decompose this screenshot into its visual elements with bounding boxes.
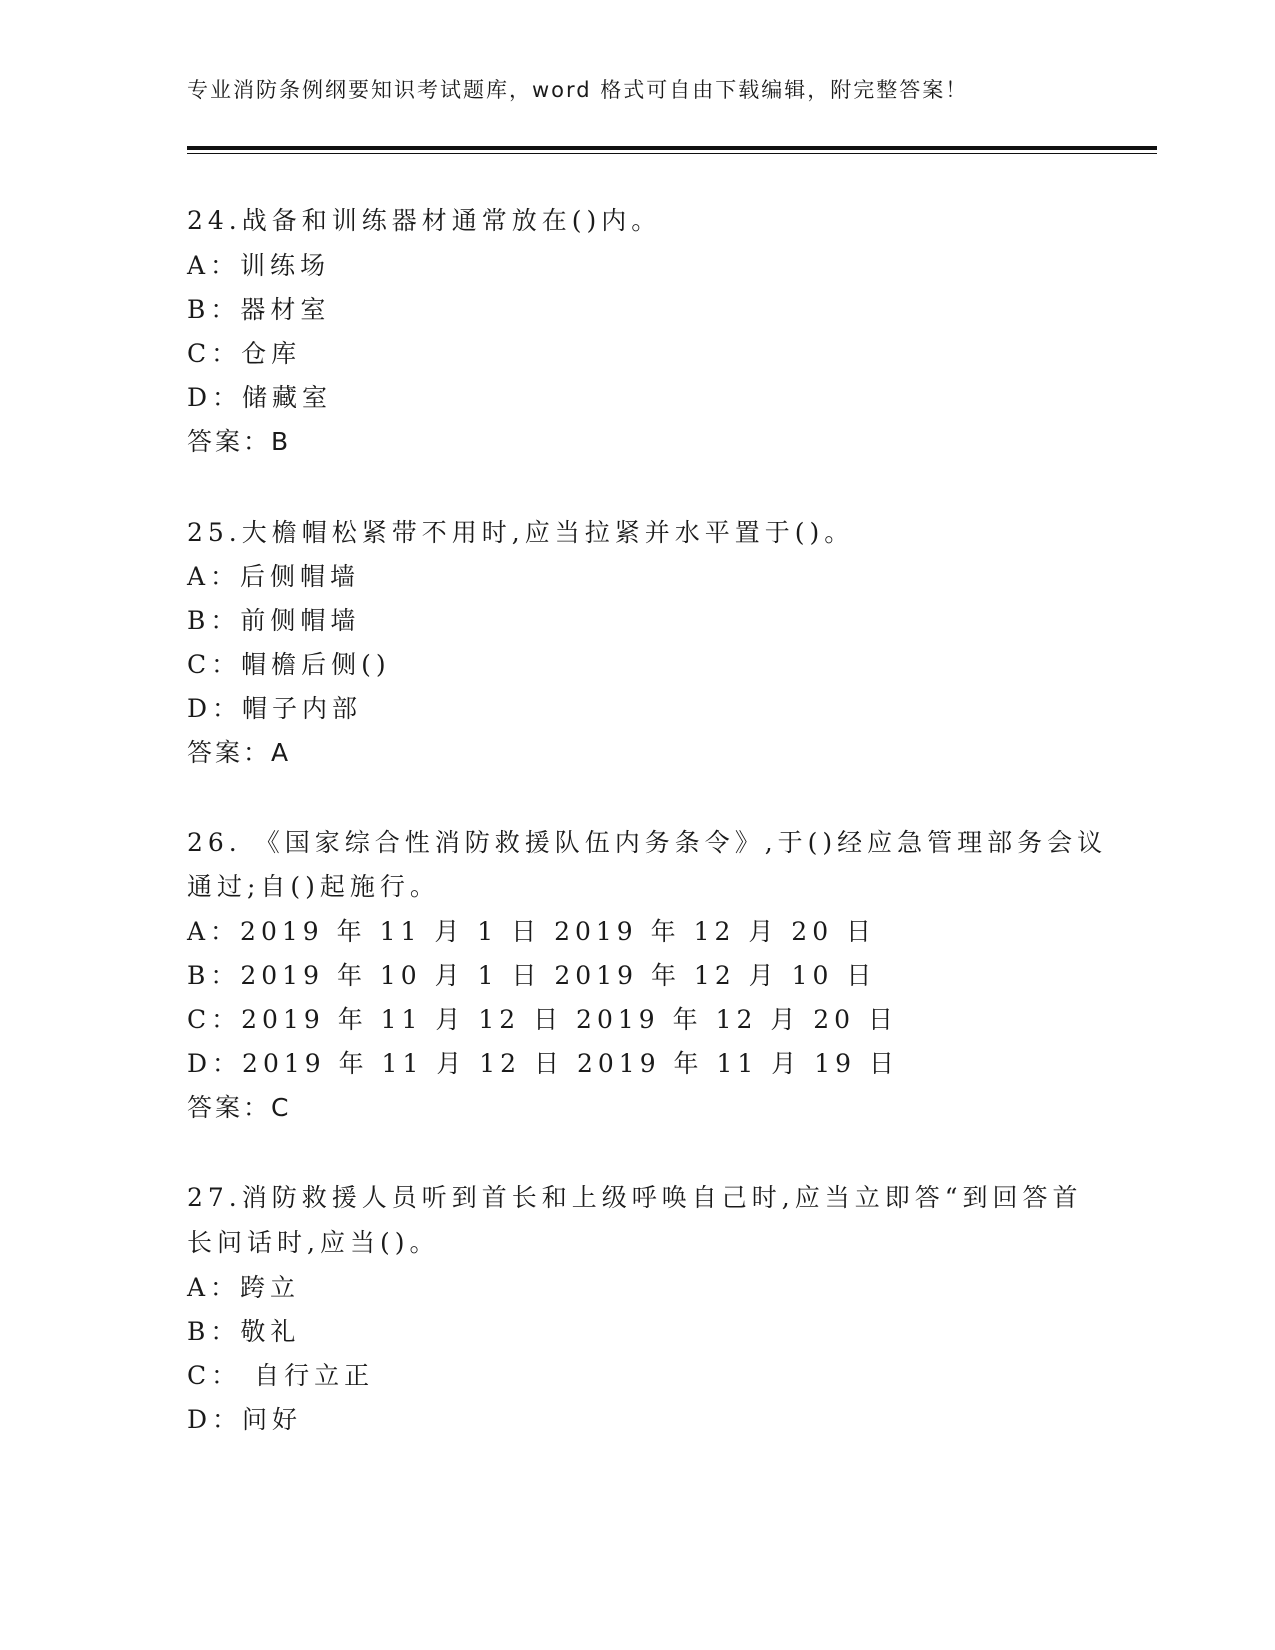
question-26-stem-line-2: 通过;自()起施行。	[187, 872, 440, 901]
question-26-stem-line-1: 26. 《国家综合性消防救援队伍内务条令》,于()经应急管理部务会议	[187, 828, 1108, 857]
question-26-option-c: C：2019 年 11 月 12 日 2019 年 12 月 20 日	[187, 1005, 899, 1034]
question-24-option-a: A：训练场	[187, 251, 331, 280]
question-27-option-a: A：跨立	[187, 1273, 301, 1302]
question-24-option-b: B：器材室	[187, 295, 331, 324]
question-26-option-d: D：2019 年 11 月 12 日 2019 年 11 月 19 日	[187, 1049, 899, 1078]
question-25-option-c: C：帽檐后侧()	[187, 650, 391, 679]
question-24-answer: 答案：B	[187, 427, 292, 456]
question-27-stem-line-2: 长问话时,应当()。	[187, 1228, 440, 1257]
question-25-option-a: A：后侧帽墙	[187, 562, 361, 591]
question-25-option-b: B：前侧帽墙	[187, 606, 361, 635]
question-27-stem-line-1: 27.消防救援人员听到首长和上级呼唤自己时,应当立即答“到回答首	[187, 1183, 1083, 1212]
document-header: 专业消防条例纲要知识考试题库，word 格式可自由下载编辑，附完整答案！	[187, 78, 969, 102]
question-24-option-c: C：仓库	[187, 339, 302, 368]
question-24-option-d: D：储藏室	[187, 383, 333, 412]
question-24-stem: 24.战备和训练器材通常放在()内。	[187, 206, 662, 235]
header-rule-thin	[187, 153, 1157, 154]
question-27-option-d: D：问好	[187, 1405, 303, 1434]
question-25-option-d: D：帽子内部	[187, 694, 363, 723]
question-25-stem: 25.大檐帽松紧带不用时,应当拉紧并水平置于()。	[187, 518, 855, 547]
question-25-answer: 答案：A	[187, 738, 292, 767]
question-26-option-a: A：2019 年 11 月 1 日 2019 年 12 月 20 日	[187, 917, 877, 946]
question-26-answer: 答案：C	[187, 1093, 292, 1122]
header-rule-thick	[187, 146, 1157, 150]
question-27-option-c: C： 自行立正	[187, 1361, 375, 1390]
question-26-option-b: B：2019 年 10 月 1 日 2019 年 12 月 10 日	[187, 961, 877, 990]
question-27-option-b: B：敬礼	[187, 1317, 301, 1346]
